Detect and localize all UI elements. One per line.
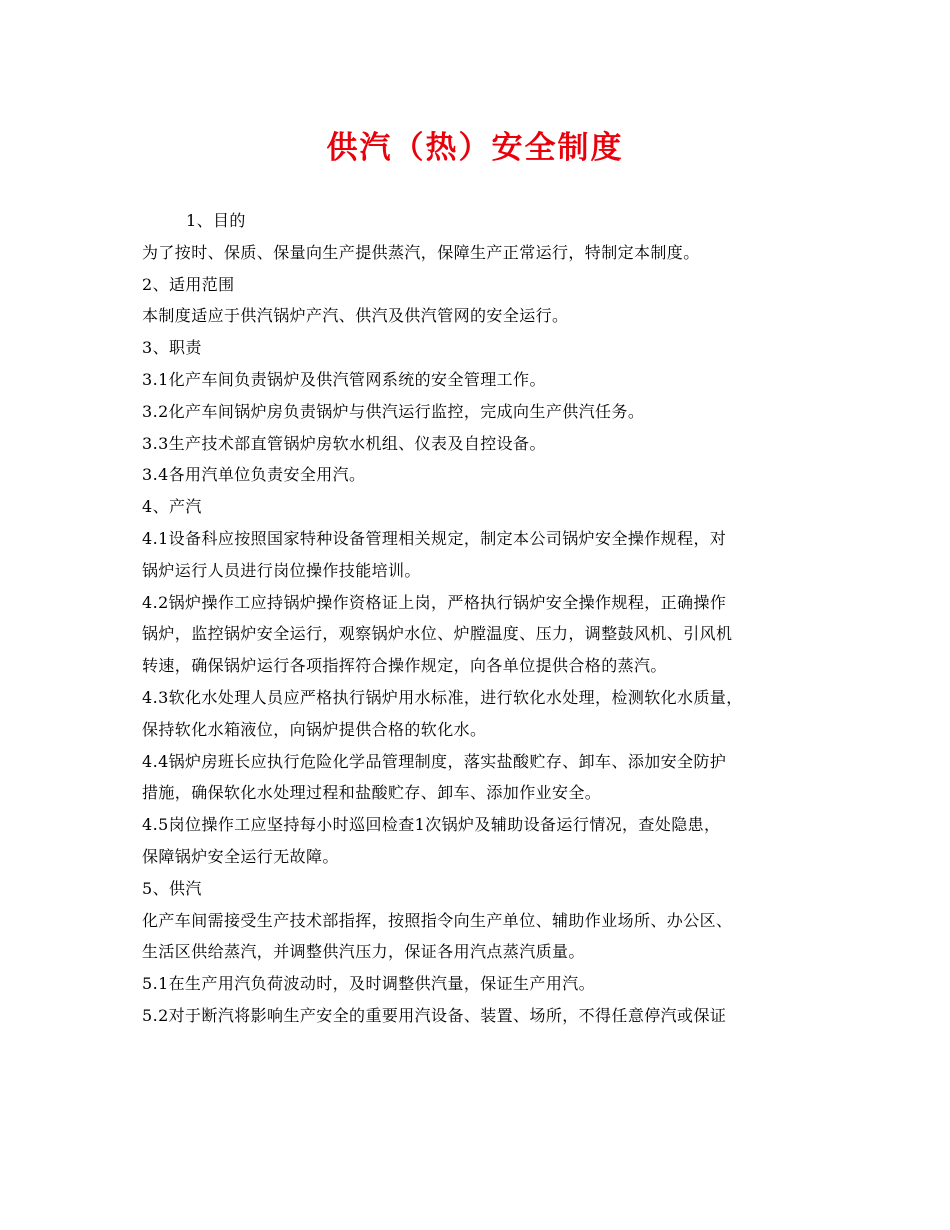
paragraph-line: 4.3软化水处理人员应严格执行锅炉用水标准，进行软化水处理，检测软化水质量， xyxy=(142,687,743,707)
paragraph-line: 转速，确保锅炉运行各项指挥符合操作规定，向各单位提供合格的蒸汽。 xyxy=(142,656,667,676)
paragraph-line: 本制度适应于供汽锅炉产汽、供汽及供汽管网的安全运行。 xyxy=(142,306,569,326)
paragraph-line: 保持软化水箱液位，向锅炉提供合格的软化水。 xyxy=(142,719,487,739)
paragraph-line: 3.1化产车间负责锅炉及供汽管网系统的安全管理工作。 xyxy=(142,369,546,389)
paragraph-line: 3.4各用汽单位负责安全用汽。 xyxy=(142,465,366,485)
paragraph-line: 4.2锅炉操作工应持锅炉操作资格证上岗，严格执行锅炉安全操作规程，正确操作 xyxy=(142,592,727,612)
section-heading: 2、适用范围 xyxy=(142,274,235,294)
paragraph-line: 措施，确保软化水处理过程和盐酸贮存、卸车、添加作业安全。 xyxy=(142,783,602,803)
document-title: 供汽（热）安全制度 xyxy=(326,130,624,166)
paragraph-line: 生活区供给蒸汽，并调整供汽压力，保证各用汽点蒸汽质量。 xyxy=(142,942,585,962)
section-heading: 3、职责 xyxy=(142,338,202,358)
paragraph-line: 5.2对于断汽将影响生产安全的重要用汽设备、装置、场所，不得任意停汽或保证 xyxy=(142,1005,727,1025)
paragraph-line: 锅炉，监控锅炉安全运行，观察锅炉水位、炉膛温度、压力，调整鼓风机、引风机 xyxy=(142,624,733,644)
paragraph-line: 为了按时、保质、保量向生产提供蒸汽，保障生产正常运行，特制定本制度。 xyxy=(142,242,700,262)
document-body xyxy=(142,205,822,1032)
paragraph-line: 保障锅炉安全运行无故障。 xyxy=(142,846,339,866)
paragraph-line: 锅炉运行人员进行岗位操作技能培训。 xyxy=(142,560,421,580)
paragraph-line: 3.2化产车间锅炉房负责锅炉与供汽运行监控，完成向生产供汽任务。 xyxy=(142,401,645,421)
paragraph-line: 化产车间需接受生产技术部指挥，按照指令向生产单位、辅助作业场所、办公区、 xyxy=(142,910,733,930)
paragraph-line: 3.3生产技术部直管锅炉房软水机组、仪表及自控设备。 xyxy=(142,433,546,453)
section-heading: 4、产汽 xyxy=(142,497,202,517)
paragraph-line: 4.1设备科应按照国家特种设备管理相关规定，制定本公司锅炉安全操作规程，对 xyxy=(142,528,727,548)
paragraph-line: 4.4锅炉房班长应执行危险化学品管理制度，落实盐酸贮存、卸车、添加安全防护 xyxy=(142,751,727,771)
paragraph-line: 5.1在生产用汽负荷波动时，及时调整供汽量，保证生产用汽。 xyxy=(142,974,596,994)
section-heading: 1、目的 xyxy=(186,211,246,230)
section-heading: 5、供汽 xyxy=(142,878,202,898)
paragraph-line: 4.5岗位操作工应坚持每小时巡回检查1次锅炉及辅助设备运行情况，查处隐患， xyxy=(142,815,721,835)
